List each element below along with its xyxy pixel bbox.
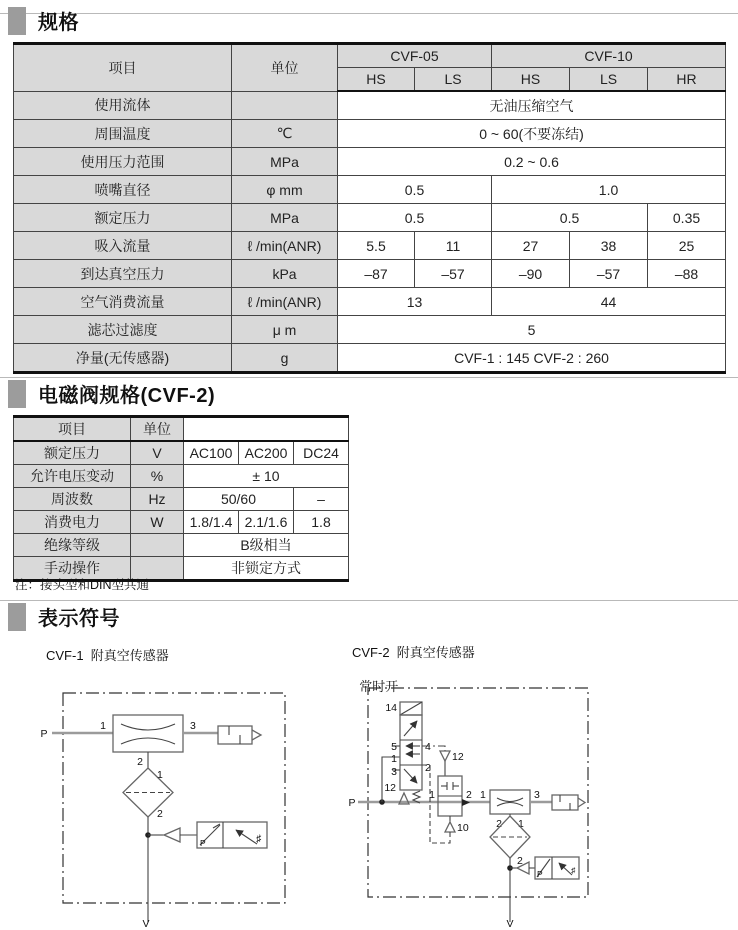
row-value-cell: 50/60 — [184, 488, 294, 511]
row-value-cell: 非锁定方式 — [184, 557, 349, 581]
filter-icon — [123, 768, 173, 817]
row-unit-cell: kPa — [232, 260, 338, 288]
row-label-cell: 允许电压变动 — [14, 465, 131, 488]
row-value-cell: 1.8/1.4 — [184, 511, 239, 534]
cvf2-diagram — [340, 684, 590, 930]
row-unit-cell: μ m — [232, 316, 338, 344]
row-unit-cell: V — [131, 441, 184, 465]
diagram-caption-cvf1: CVF-1 附真空传感器 — [46, 648, 169, 663]
row-value-cell: B级相当 — [184, 534, 349, 557]
row-label-cell: 吸入流量 — [14, 232, 232, 260]
vacuum-sensor-icon — [197, 822, 267, 848]
spec-table — [13, 42, 726, 374]
port-label-p: P — [348, 797, 356, 809]
row-value-cell: 0.35 — [648, 204, 726, 232]
col-group-cvf10: CVF-10 — [492, 44, 726, 68]
table-row — [14, 204, 726, 232]
table-row — [14, 344, 726, 373]
table-row — [14, 441, 349, 465]
sensor-terminal-glyph: ♯ — [256, 833, 262, 845]
boundary-box — [368, 688, 588, 897]
row-label-cell: 使用压力范围 — [14, 148, 232, 176]
port-label-e1: 1 — [480, 789, 486, 801]
section-marker-icon — [8, 380, 26, 408]
table-row — [14, 91, 726, 120]
vacuum-sensor-icon — [535, 857, 579, 879]
row-value-cell: 11 — [415, 232, 492, 260]
header-blank-cell — [184, 417, 349, 442]
section-title: 电磁阀规格(CVF-2) — [38, 385, 216, 407]
ejector-venturi-icon — [113, 715, 183, 752]
row-unit-cell: Hz — [131, 488, 184, 511]
row-unit-cell: % — [131, 465, 184, 488]
table-row — [14, 511, 349, 534]
sub-header: LS — [570, 68, 648, 92]
row-value-cell: DC24 — [294, 441, 349, 465]
row-unit-cell: MPa — [232, 148, 338, 176]
col-header-item: 项目 — [14, 44, 232, 92]
port-label-v: V — [142, 918, 150, 930]
port-label-5: 5 — [391, 741, 397, 753]
filter-port-label-1: 1 — [157, 769, 163, 781]
pilot-valve-icon — [438, 776, 462, 816]
silencer-icon — [552, 795, 585, 810]
row-value-cell: 27 — [492, 232, 570, 260]
row-value-cell: –90 — [492, 260, 570, 288]
row-label-cell: 到达真空压力 — [14, 260, 232, 288]
table-row — [14, 488, 349, 511]
section-header-solenoid — [8, 379, 215, 408]
row-unit-cell: W — [131, 511, 184, 534]
port-label-1: 1 — [100, 720, 106, 732]
filter-port-label-2: 2 — [517, 855, 523, 867]
filter-port-label-2: 2 — [157, 808, 163, 820]
table-row — [14, 316, 726, 344]
row-unit-cell: ℃ — [232, 120, 338, 148]
section-header-symbols — [8, 602, 120, 631]
port-label-2: 2 — [137, 756, 143, 768]
sensor-p-label: P — [200, 838, 206, 848]
port-label-t10: 10 — [457, 822, 469, 834]
ejector-venturi-icon — [490, 790, 530, 814]
row-label-cell: 使用流体 — [14, 91, 232, 120]
table-row — [14, 232, 726, 260]
row-value-cell: 0.5 — [338, 176, 492, 204]
port-label-e3: 3 — [534, 789, 540, 801]
exhaust-triangle-12 — [440, 751, 450, 761]
row-unit-cell: g — [232, 344, 338, 373]
row-label-cell: 消费电力 — [14, 511, 131, 534]
row-label-cell: 空气消费流量 — [14, 288, 232, 316]
port-label-1: 1 — [391, 753, 397, 765]
section-rule — [0, 377, 738, 378]
row-label-cell: 绝缘等级 — [14, 534, 131, 557]
section-header-spec — [8, 6, 79, 35]
col-header-unit: 单位 — [131, 417, 184, 442]
section-title: 表示符号 — [38, 608, 120, 630]
section-marker-icon — [8, 603, 26, 631]
row-value-cell: –57 — [415, 260, 492, 288]
row-value-cell: 38 — [570, 232, 648, 260]
table-row — [14, 260, 726, 288]
table-note: 注：接头型和DIN型共通 — [15, 578, 150, 592]
port-label-pv2: 2 — [466, 789, 472, 801]
table-row — [14, 534, 349, 557]
sub-header: LS — [415, 68, 492, 92]
table-row — [14, 465, 349, 488]
row-unit-cell: MPa — [232, 204, 338, 232]
port-label-pv1: 1 — [429, 789, 435, 801]
row-label-cell: 周波数 — [14, 488, 131, 511]
caption-line1: CVF-2 附真空传感器 — [352, 645, 475, 660]
row-unit-cell: ℓ /min(ANR) — [232, 288, 338, 316]
check-valve-icon — [164, 828, 180, 842]
row-unit-cell — [232, 91, 338, 120]
row-value-cell: –88 — [648, 260, 726, 288]
row-value-cell: 2.1/1.6 — [239, 511, 294, 534]
sensor-terminal-glyph: ♯ — [571, 865, 576, 875]
port-label-14: 14 — [385, 702, 397, 714]
row-label-cell: 周围温度 — [14, 120, 232, 148]
row-value-cell: 25 — [648, 232, 726, 260]
caption-line2: 常时开 — [359, 679, 399, 694]
row-value-cell: 0.5 — [338, 204, 492, 232]
row-value-cell: –87 — [338, 260, 415, 288]
row-value-cell: 0.2 ~ 0.6 — [338, 148, 726, 176]
row-value-cell: 44 — [492, 288, 726, 316]
col-header-item: 项目 — [14, 417, 131, 442]
row-value-cell: ± 10 — [184, 465, 349, 488]
port-label-p: P — [40, 728, 48, 740]
row-value-cell: CVF-1 : 145 CVF-2 : 260 — [338, 344, 726, 373]
port-label-12: 12 — [384, 782, 396, 794]
sub-header: HS — [338, 68, 415, 92]
section-marker-icon — [8, 7, 26, 35]
row-value-cell: 13 — [338, 288, 492, 316]
section-rule — [0, 600, 738, 601]
port-label-f2: 2 — [496, 818, 502, 830]
row-unit-cell: φ mm — [232, 176, 338, 204]
sub-header: HR — [648, 68, 726, 92]
solenoid-table — [13, 415, 349, 582]
sensor-p-label: P — [537, 869, 543, 879]
row-value-cell: 0.5 — [492, 204, 648, 232]
row-value-cell: 无油压缩空气 — [338, 91, 726, 120]
row-label-cell: 滤芯过滤度 — [14, 316, 232, 344]
sub-header: HS — [492, 68, 570, 92]
section-title: 规格 — [38, 12, 79, 34]
row-unit-cell — [131, 534, 184, 557]
row-value-cell: 1.8 — [294, 511, 349, 534]
col-group-cvf05: CVF-05 — [338, 44, 492, 68]
row-value-cell: 5.5 — [338, 232, 415, 260]
row-value-cell: AC100 — [184, 441, 239, 465]
row-label-cell: 手动操作 — [14, 557, 131, 581]
port-label-3: 3 — [391, 766, 397, 778]
silencer-icon — [218, 726, 261, 744]
table-row — [14, 176, 726, 204]
row-label-cell: 额定压力 — [14, 441, 131, 465]
table-row — [14, 148, 726, 176]
row-label-cell: 净量(无传感器) — [14, 344, 232, 373]
port-label-4: 4 — [425, 741, 431, 753]
section-rule — [0, 13, 738, 14]
port-label-t12: 12 — [452, 751, 464, 763]
cvf1-diagram — [30, 688, 310, 930]
row-label-cell: 额定压力 — [14, 204, 232, 232]
row-value-cell: –57 — [570, 260, 648, 288]
row-value-cell: AC200 — [239, 441, 294, 465]
filter-port-label-1: 1 — [518, 818, 524, 830]
row-label-cell: 喷嘴直径 — [14, 176, 232, 204]
port-label-3: 3 — [190, 720, 196, 732]
port-label-2: 2 — [425, 762, 431, 774]
row-value-cell: 0 ~ 60(不要冻结) — [338, 120, 726, 148]
port-label-v: V — [506, 918, 514, 930]
table-row — [14, 120, 726, 148]
table-row — [14, 288, 726, 316]
row-unit-cell: ℓ /min(ANR) — [232, 232, 338, 260]
row-value-cell: – — [294, 488, 349, 511]
row-value-cell: 1.0 — [492, 176, 726, 204]
col-header-unit: 单位 — [232, 44, 338, 92]
row-value-cell: 5 — [338, 316, 726, 344]
exhaust-triangle-10 — [445, 822, 455, 832]
